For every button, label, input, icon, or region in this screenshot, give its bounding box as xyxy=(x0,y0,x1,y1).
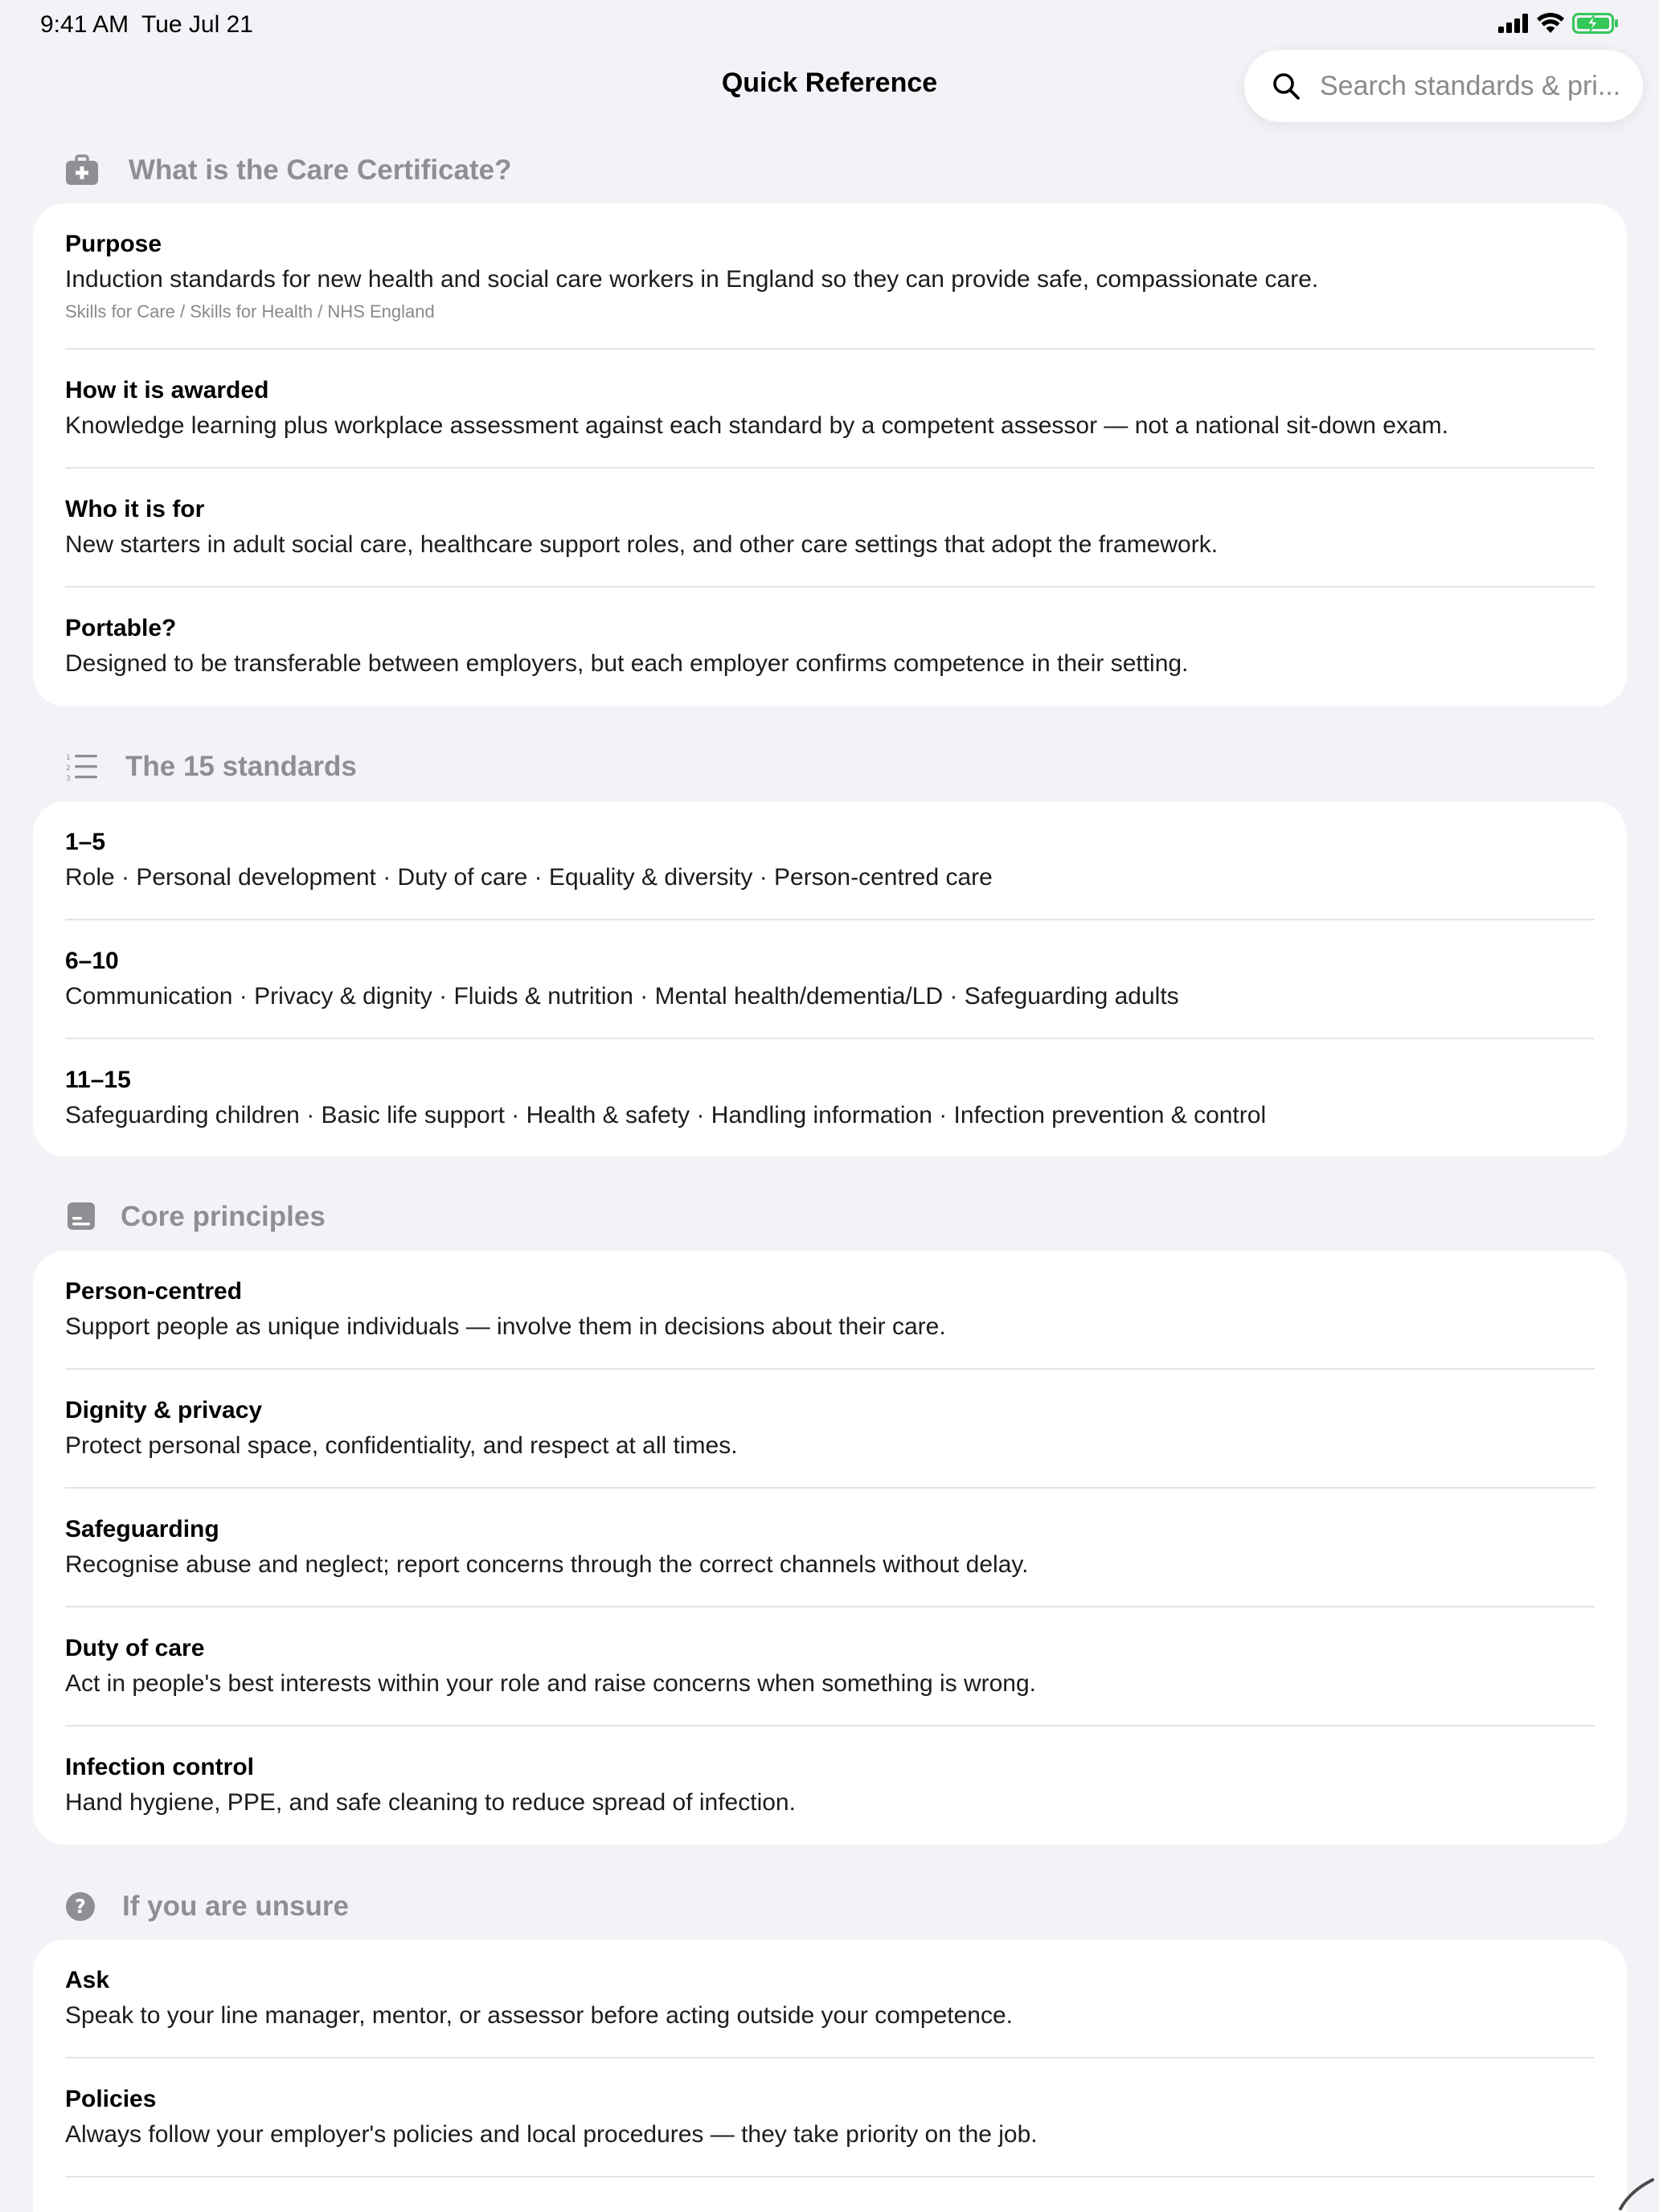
divider xyxy=(65,2176,1595,2177)
status-time: 9:41 AM xyxy=(40,11,129,38)
section-header-care-certificate xyxy=(64,150,512,190)
list-item-policies xyxy=(65,2058,1595,2177)
row-body: Act in people's best interests within your role and raise concerns when something is wrong. xyxy=(65,1670,1037,1697)
svg-text:1: 1 xyxy=(66,754,71,762)
row-title: Portable? xyxy=(65,615,177,641)
svg-text:?: ? xyxy=(75,1895,86,1918)
list-item-standards-6-10 xyxy=(65,920,1595,1039)
row-body: Role · Personal development · Duty of care · Equality & diversity · Person-centred care xyxy=(65,864,993,891)
section-title: If you are unsure xyxy=(122,1890,350,1922)
row-source: Skills for Care / Skills for Health / NHS England xyxy=(65,301,435,322)
row-body: Designed to be transferable between employers, but each employer confirms competence in their setting. xyxy=(65,650,1189,677)
resize-handle-icon[interactable] xyxy=(1611,2164,1659,2212)
section-header-core-principles xyxy=(64,1197,326,1237)
list-item-portable xyxy=(65,588,1595,707)
card-core-principles xyxy=(33,1251,1627,1845)
row-title: 6–10 xyxy=(65,948,119,974)
status-icons xyxy=(1498,13,1619,34)
list-item-duty-of-care xyxy=(65,1608,1595,1727)
row-title: Person-centred xyxy=(65,1278,243,1305)
row-body: Protect personal space, confidentiality, and respect at all times. xyxy=(65,1432,738,1459)
section-title: The 15 standards xyxy=(125,751,357,782)
status-bar xyxy=(0,0,1659,51)
question-circle-icon xyxy=(64,1889,100,1924)
cellular-signal-icon xyxy=(1498,14,1529,33)
row-title: Policies xyxy=(65,2086,157,2112)
battery-charging-icon xyxy=(1572,13,1619,34)
row-title: How it is awarded xyxy=(65,377,269,403)
list-item-standards-1-5 xyxy=(65,801,1595,920)
search-icon xyxy=(1270,70,1302,102)
list-item-purpose xyxy=(65,203,1595,349)
svg-text:2: 2 xyxy=(66,764,71,772)
page-title: Quick Reference xyxy=(721,68,938,98)
row-title: 1–5 xyxy=(65,829,106,855)
list-item-infection-control xyxy=(65,1727,1595,1845)
card-standards xyxy=(33,801,1627,1157)
card-if-unsure xyxy=(33,1940,1627,2212)
row-body: Communication · Privacy & dignity · Fluids & nutrition · Mental health/dementia/LD · Safeguarding adults xyxy=(65,983,1179,1010)
list-item-who-for xyxy=(65,469,1595,588)
row-title: 11–15 xyxy=(65,1067,131,1093)
row-body: Hand hygiene, PPE, and safe cleaning to reduce spread of infection. xyxy=(65,1789,796,1816)
list-item-dignity-privacy xyxy=(65,1370,1595,1489)
row-body: Recognise abuse and neglect; report concerns through the correct channels without delay. xyxy=(65,1551,1029,1578)
numbered-list-icon xyxy=(64,749,100,784)
status-date: Tue Jul 21 xyxy=(141,11,253,38)
list-item-person-centred xyxy=(65,1251,1595,1370)
section-header-if-unsure xyxy=(64,1886,349,1927)
row-body: Speak to your line manager, mentor, or assessor before acting outside your competence. xyxy=(65,2002,1013,2029)
row-body: Always follow your employer's policies and local procedures — they take priority on the job. xyxy=(65,2121,1038,2148)
row-body: New starters in adult social care, healthcare support roles, and other care settings that adopt the framework. xyxy=(65,531,1219,558)
list-item-safeguarding xyxy=(65,1489,1595,1608)
search-input[interactable] xyxy=(1320,71,1625,102)
row-body: Induction standards for new health and social care workers in England so they can provide safe, compassionate care. xyxy=(65,266,1319,293)
card-care-certificate xyxy=(33,203,1627,707)
row-title: Safeguarding xyxy=(65,1516,219,1542)
row-title: Who it is for xyxy=(65,496,205,522)
section-title: Core principles xyxy=(121,1201,326,1232)
svg-text:3: 3 xyxy=(66,775,71,783)
row-title: Infection control xyxy=(65,1754,254,1780)
row-body: Support people as unique individuals — involve them in decisions about their care. xyxy=(65,1313,946,1340)
section-header-standards xyxy=(64,747,357,787)
wifi-icon xyxy=(1537,13,1564,34)
list-item-how-awarded xyxy=(65,350,1595,469)
list-item-ask xyxy=(65,1940,1595,2058)
list-item-standards-11-15 xyxy=(65,1039,1595,1157)
row-title: Ask xyxy=(65,1967,110,1993)
section-title: What is the Care Certificate? xyxy=(129,154,512,186)
row-title: Duty of care xyxy=(65,1635,205,1661)
row-body: Knowledge learning plus workplace assessment against each standard by a competent assessor — not a national sit-down exam. xyxy=(65,412,1448,439)
row-body: Safeguarding children · Basic life support · Health & safety · Handling information · Infection prevention & control xyxy=(65,1102,1267,1129)
search-field[interactable] xyxy=(1244,50,1643,122)
row-title: Purpose xyxy=(65,231,162,257)
medical-kit-icon xyxy=(64,153,100,188)
text-card-icon xyxy=(64,1199,100,1235)
row-title: Dignity & privacy xyxy=(65,1397,263,1423)
